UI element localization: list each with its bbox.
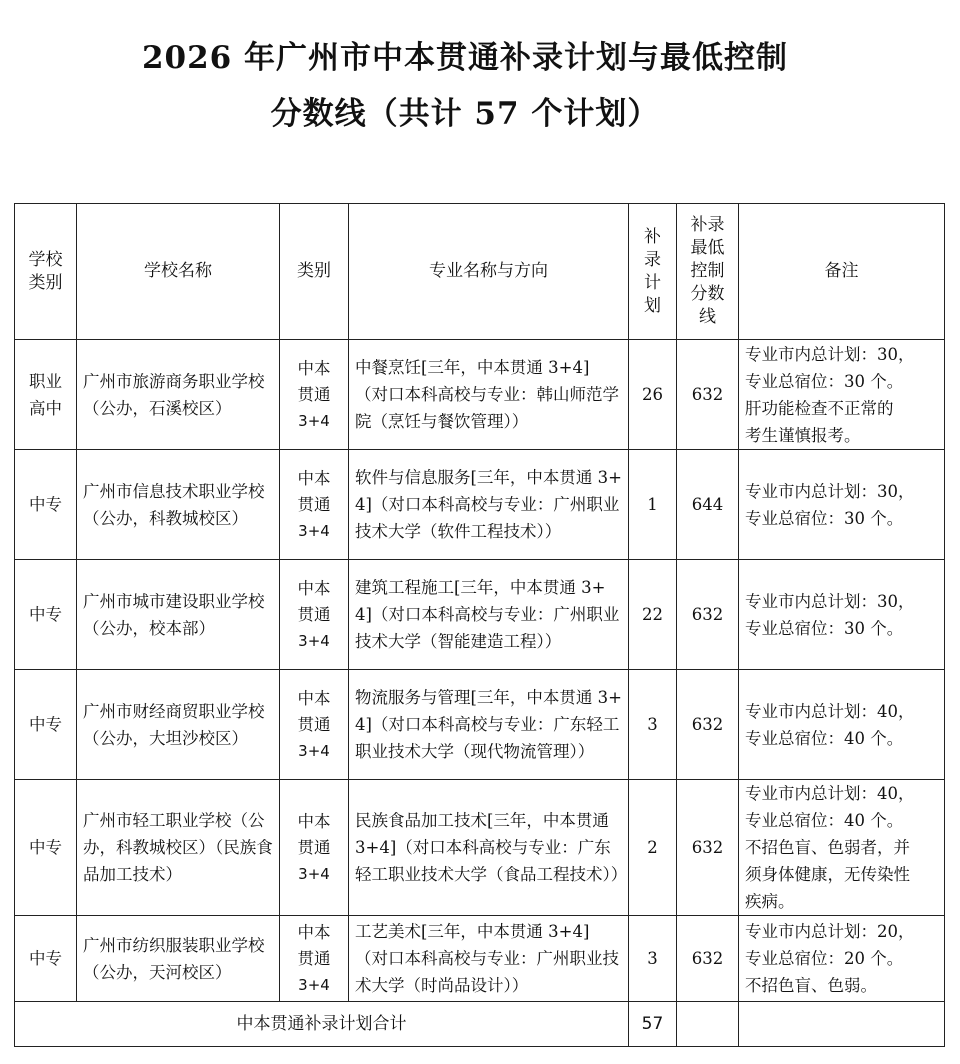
cell-remarks: 专业市内总计划：30， 专业总宿位：30 个。 <box>739 450 945 560</box>
title-line-1: 2026 年广州市中本贯通补录计划与最低控制 <box>141 40 789 76</box>
cell-category: 中本 贯通 3+4 <box>280 780 349 916</box>
cell-category: 中本 贯通 3+4 <box>280 916 349 1002</box>
cell-major: 软件与信息服务[三年，中本贯通 3+4]（对口本科高校与专业：广州职业技术大学（软件工程技术）） <box>349 450 629 560</box>
header-school-name: 学校名称 <box>77 204 280 340</box>
cell-school-name: 广州市纺织服装职业学校（公办，天河校区） <box>77 916 280 1002</box>
cell-major: 建筑工程施工[三年，中本贯通 3+4]（对口本科高校与专业：广州职业技术大学（智能建造工程）） <box>349 560 629 670</box>
header-row <box>15 204 945 340</box>
table-row <box>15 780 945 916</box>
cell-school-type: 中专 <box>15 450 77 560</box>
cell-min-score: 632 <box>677 780 739 916</box>
cell-school-name: 广州市财经商贸职业学校（公办，大坦沙校区） <box>77 670 280 780</box>
table-row <box>15 560 945 670</box>
cell-school-type: 中专 <box>15 560 77 670</box>
cell-category: 中本 贯通 3+4 <box>280 670 349 780</box>
header-remarks: 备注 <box>739 204 945 340</box>
cell-major: 物流服务与管理[三年，中本贯通 3+4]（对口本科高校与专业：广东轻工职业技术大学（现代物流管理）） <box>349 670 629 780</box>
cell-major: 工艺美术[三年，中本贯通 3+4]（对口本科高校与专业：广州职业技术大学（时尚品设计）） <box>349 916 629 1002</box>
cell-school-type: 中专 <box>15 916 77 1002</box>
cell-school-name: 广州市轻工职业学校（公办，科教城校区）（民族食品加工技术） <box>77 780 280 916</box>
cell-school-name: 广州市旅游商务职业学校（公办，石溪校区） <box>77 340 280 450</box>
cell-min-score: 632 <box>677 340 739 450</box>
total-min-score <box>677 1002 739 1047</box>
cell-min-score: 644 <box>677 450 739 560</box>
cell-min-score: 632 <box>677 670 739 780</box>
cell-school-type: 职业 高中 <box>15 340 77 450</box>
cell-plan: 3 <box>629 670 677 780</box>
cell-min-score: 632 <box>677 560 739 670</box>
header-major: 专业名称与方向 <box>349 204 629 340</box>
cell-school-type: 中专 <box>15 780 77 916</box>
cell-school-name: 广州市城市建设职业学校（公办，校本部） <box>77 560 280 670</box>
admission-plan-table <box>14 203 945 1047</box>
cell-remarks: 专业市内总计划：40， 专业总宿位：40 个。 <box>739 670 945 780</box>
cell-major: 民族食品加工技术[三年，中本贯通 3+4]（对口本科高校与专业：广东轻工职业技术大学（食品工程技术）） <box>349 780 629 916</box>
header-category: 类别 <box>280 204 349 340</box>
cell-plan: 3 <box>629 916 677 1002</box>
cell-remarks: 专业市内总计划：30， 专业总宿位：30 个。 <box>739 560 945 670</box>
table-row <box>15 670 945 780</box>
header-min-score: 补录 最低 控制 分数 线 <box>677 204 739 340</box>
cell-plan: 1 <box>629 450 677 560</box>
cell-category: 中本 贯通 3+4 <box>280 340 349 450</box>
page-title <box>0 30 930 142</box>
cell-remarks: 专业市内总计划：40， 专业总宿位：40 个。 不招色盲、色弱者，并 须身体健康，无传染性 疾病。 <box>739 780 945 916</box>
header-plan: 补 录 计 划 <box>629 204 677 340</box>
total-plan: 57 <box>629 1002 677 1047</box>
cell-plan: 26 <box>629 340 677 450</box>
cell-category: 中本 贯通 3+4 <box>280 560 349 670</box>
table-row <box>15 340 945 450</box>
table-row <box>15 450 945 560</box>
title-line-2: 分数线（共计 57 个计划） <box>270 96 660 132</box>
total-row <box>15 1002 945 1047</box>
cell-plan: 22 <box>629 560 677 670</box>
cell-major: 中餐烹饪[三年，中本贯通 3+4]（对口本科高校与专业：韩山师范学院（烹饪与餐饮管理）） <box>349 340 629 450</box>
cell-category: 中本 贯通 3+4 <box>280 450 349 560</box>
cell-remarks: 专业市内总计划：20， 专业总宿位：20 个。 不招色盲、色弱。 <box>739 916 945 1002</box>
total-label: 中本贯通补录计划合计 <box>15 1002 629 1047</box>
table-row <box>15 916 945 1002</box>
cell-remarks: 专业市内总计划：30， 专业总宿位：30 个。 肝功能检查不正常的 考生谨慎报考。 <box>739 340 945 450</box>
cell-plan: 2 <box>629 780 677 916</box>
cell-school-type: 中专 <box>15 670 77 780</box>
cell-min-score: 632 <box>677 916 739 1002</box>
header-school-type: 学校 类别 <box>15 204 77 340</box>
total-remarks <box>739 1002 945 1047</box>
cell-school-name: 广州市信息技术职业学校（公办，科教城校区） <box>77 450 280 560</box>
